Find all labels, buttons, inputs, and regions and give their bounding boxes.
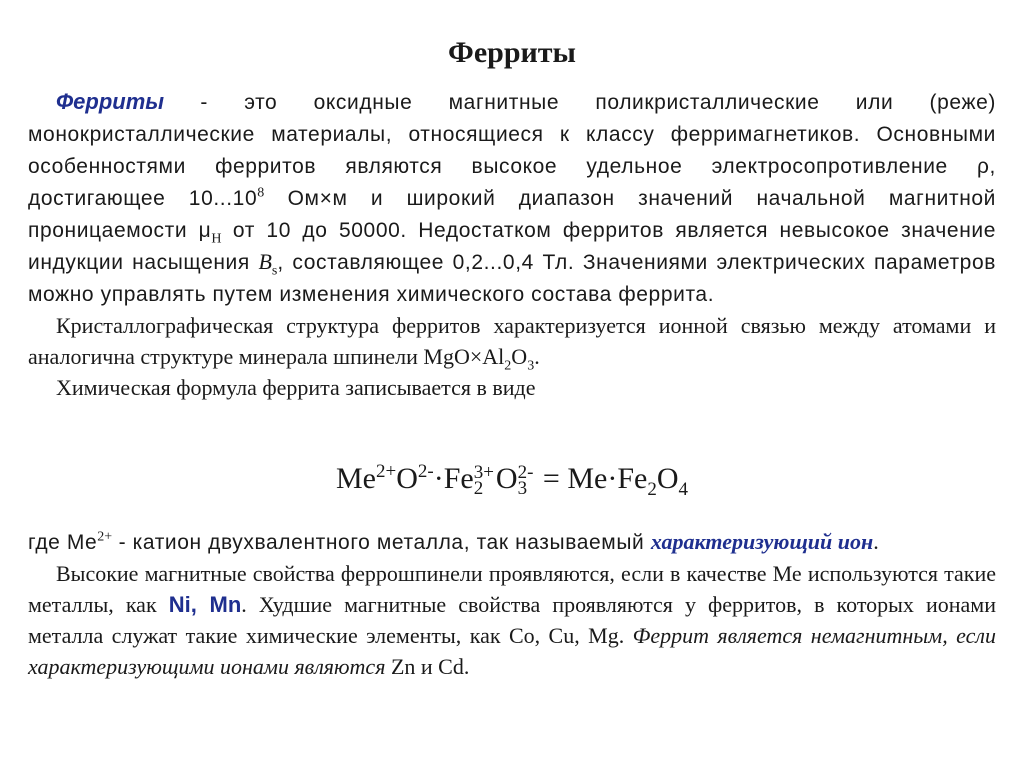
properties-text-2: . Худшие магнитные свойства проявляются у ферритов, в которых ионами металла служат такие химические элементы, как Co, Cu, Mg. (28, 592, 996, 648)
formula-me: Me (335, 462, 376, 495)
properties-italic: Феррит является немагнитным, если характеризующими ионами являются (28, 623, 996, 679)
definition-text: - это оксидные магнитные поликристаллические или (реже) монокристаллические материалы, относящиеся к классу ферримагнетиков. Основными особенностями ферритов являются высокое удельное электросопротивление ρ, достигающее 10...10 (28, 91, 996, 210)
formula-o: O (396, 462, 418, 495)
formula-me-charge: 2+ (375, 461, 397, 482)
formula-fe2-sub: 2 (647, 479, 657, 500)
definition-text-4: , составляющее 0,2...0,4 Тл. Значениями электрических параметров можно управлять путем изменения химического состава феррита. (28, 251, 996, 306)
paragraph-cation (28, 526, 996, 558)
formula-o2-count: 3 (517, 478, 528, 500)
cation-charge: 2+ (97, 529, 113, 545)
exponent-8: 8 (257, 185, 265, 201)
definition-text-3: от 10 до 50000. Недостатком ферритов является невысокое значение индукции насыщения (28, 219, 997, 274)
chemical-formula (0, 461, 1024, 500)
structure-end: . (534, 344, 540, 369)
term-ferrites: Ферриты (56, 89, 165, 114)
properties-text: Высокие магнитные свойства феррошпинели проявляются, если в качестве Ме используются такие металлы, как (28, 561, 996, 617)
structure-text: Кристаллографическая структура ферритов характеризуется ионной связью между атомами и аналогична структуре минерала шпинели MgO×Al (28, 313, 996, 369)
formula-intro-text: Химическая формула феррита записывается в виде (56, 375, 536, 400)
cation-text-2: - катион двухвалентного металла, так называемый (112, 531, 651, 554)
formula-fe-indices (473, 462, 494, 500)
lower-text (28, 526, 996, 682)
cation-end: . (873, 529, 879, 554)
paragraph-formula-intro (28, 372, 996, 403)
oxygen-symbol: O (511, 344, 528, 369)
formula-o4-sub: 4 (678, 479, 688, 500)
paragraph-properties (28, 558, 996, 682)
bs-subscript: s (271, 263, 278, 279)
definition-text-2: Ом×м и широкий диапазон значений начальной магнитной проницаемости μ (28, 187, 996, 242)
formula-fe-charge: 3+ (473, 462, 494, 484)
formula-equals: = (535, 462, 568, 495)
formula-o2-indices (517, 462, 534, 500)
term-characteristic-ion: характеризующий ион (650, 529, 874, 554)
page-title: Ферриты (448, 36, 576, 69)
bs-symbol: B (258, 249, 272, 274)
formula-o4: O (656, 462, 679, 495)
o-subscript: 3 (527, 358, 535, 374)
properties-text-3: Zn и Cd. (385, 654, 470, 679)
formula-o-charge: 2- (417, 461, 434, 482)
formula-me-fe: Me·Fe (567, 462, 648, 495)
formula-fe-count: 2 (473, 478, 484, 500)
formula-o2-charge: 2- (517, 462, 534, 484)
main-text (28, 86, 996, 403)
formula-fe: ·Fe (433, 462, 474, 495)
formula-o2: O (495, 462, 518, 495)
paragraph-definition (28, 86, 996, 310)
al-subscript: 2 (504, 358, 512, 374)
metals-ni-mn: Ni, Mn (168, 592, 242, 617)
mu-subscript: Н (211, 231, 222, 247)
cation-text: где Me (28, 531, 98, 554)
paragraph-structure (28, 310, 996, 372)
